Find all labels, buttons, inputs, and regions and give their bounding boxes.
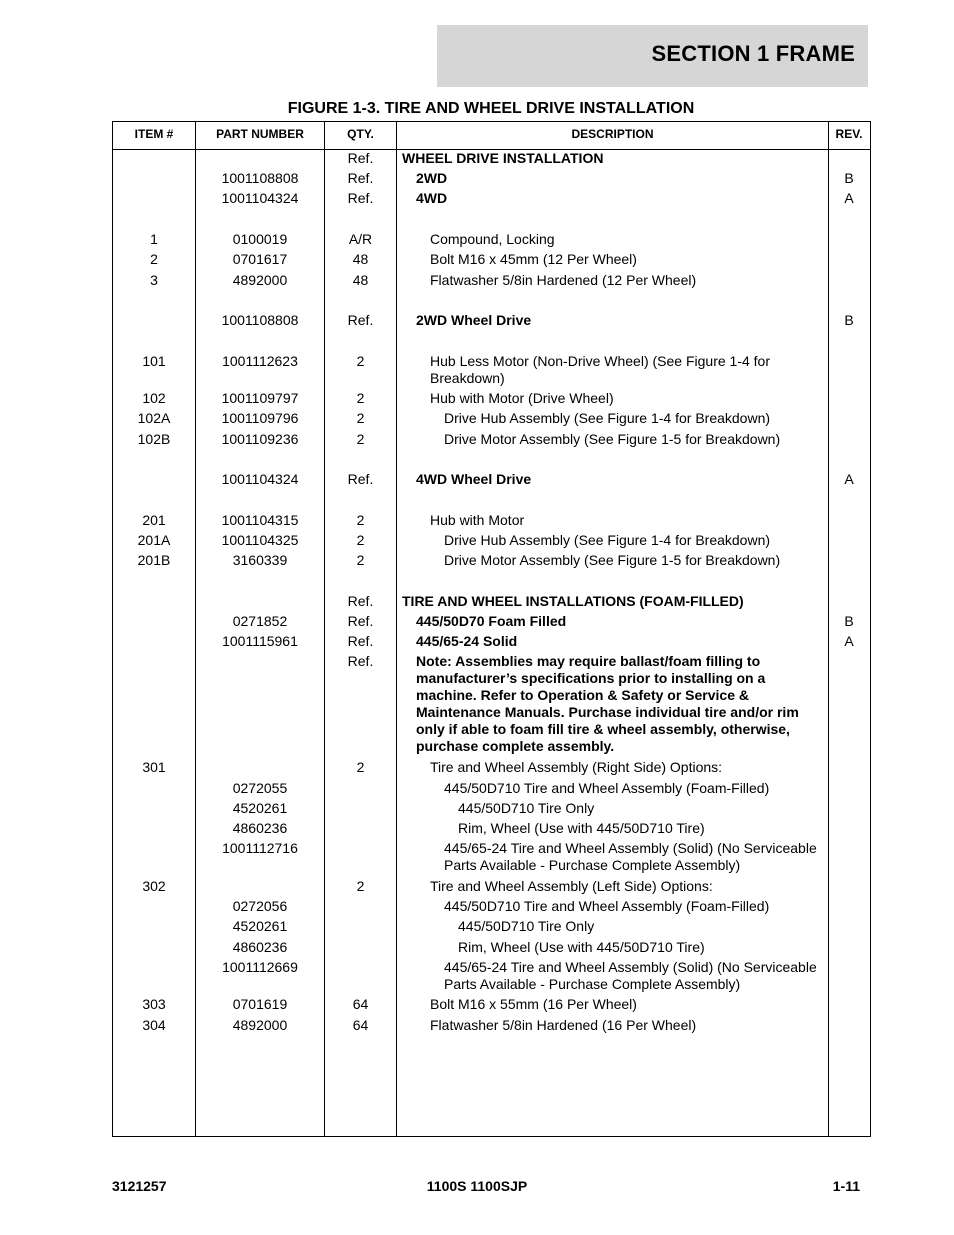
item-number-cell: 201A [137, 532, 171, 548]
quantity-cell: Ref. [347, 633, 374, 649]
description-cell: 445/50D710 Tire Only [458, 800, 595, 816]
quantity-cell: A/R [348, 231, 373, 247]
quantity-cell: Ref. [347, 471, 374, 487]
part-number-cell: 0100019 [232, 231, 288, 247]
description-cell: 2WD Wheel Drive [416, 312, 532, 328]
quantity-cell: 2 [356, 532, 365, 548]
quantity-cell: 2 [356, 512, 365, 528]
part-number-cell: 1001104315 [221, 512, 299, 528]
quantity-cell: 48 [352, 251, 369, 267]
quantity-cell: 64 [352, 1017, 369, 1033]
section-header-box [437, 25, 868, 87]
part-number-cell: 3160339 [232, 552, 288, 568]
part-number-cell: 1001104325 [221, 532, 299, 548]
item-number-cell: 1 [150, 231, 158, 247]
part-number-cell: 1001108808 [221, 312, 299, 328]
part-number-cell: 4520261 [232, 800, 288, 816]
column-header-item: ITEM # [134, 127, 174, 141]
column-divider [396, 122, 397, 1136]
part-number-cell: 4892000 [232, 1017, 288, 1033]
parts-table [112, 121, 871, 1137]
description-cell: 4WD Wheel Drive [416, 471, 532, 487]
column-header-rev: REV. [835, 127, 863, 141]
quantity-cell: 2 [356, 410, 365, 426]
description-cell: Bolt M16 x 45mm (12 Per Wheel) [430, 251, 637, 267]
item-number-cell: 2 [150, 251, 158, 267]
quantity-cell: 64 [352, 996, 369, 1012]
description-cell: 445/50D710 Tire and Wheel Assembly (Foam-Filled) [444, 898, 770, 914]
column-header-description: DESCRIPTION [571, 127, 654, 141]
footer-doc-number: 3121257 [112, 1178, 167, 1194]
item-number-cell: 201 [142, 512, 166, 528]
revision-cell: B [844, 613, 854, 629]
quantity-cell: Ref. [347, 190, 374, 206]
part-number-cell: 1001115961 [222, 633, 298, 649]
part-number-cell: 0701619 [232, 996, 288, 1012]
part-number-cell: 1001104324 [221, 190, 299, 206]
item-number-cell: 101 [142, 353, 166, 369]
column-header-qty: QTY. [347, 127, 374, 141]
revision-cell: A [844, 471, 854, 487]
item-number-cell: 102B [137, 431, 171, 447]
part-number-cell: 4860236 [232, 820, 288, 836]
description-cell: Bolt M16 x 55mm (16 Per Wheel) [430, 996, 637, 1012]
part-number-cell: 4520261 [232, 918, 288, 934]
figure-title: FIGURE 1-3. TIRE AND WHEEL DRIVE INSTALLATION [287, 100, 695, 117]
description-cell: Rim, Wheel (Use with 445/50D710 Tire) [458, 939, 705, 955]
part-number-cell: 4860236 [232, 939, 288, 955]
part-number-cell: 1001109236 [221, 431, 299, 447]
quantity-cell: Ref. [347, 613, 374, 629]
quantity-cell: 2 [356, 552, 365, 568]
revision-cell: A [844, 190, 854, 206]
quantity-cell: 2 [356, 431, 365, 447]
quantity-cell: Ref. [347, 150, 374, 166]
description-cell: Drive Hub Assembly (See Figure 1-4 for Breakdown) [444, 532, 771, 548]
quantity-cell: 2 [356, 759, 365, 775]
revision-cell: A [844, 633, 854, 649]
section-title: SECTION 1 FRAME [651, 41, 855, 66]
description-cell: WHEEL DRIVE INSTALLATION [402, 150, 604, 166]
part-number-cell: 1001104324 [221, 471, 299, 487]
description-cell: Drive Motor Assembly (See Figure 1-5 for Breakdown) [444, 552, 781, 568]
column-header-part-number: PART NUMBER [216, 127, 304, 141]
part-number-cell: 4892000 [232, 272, 288, 288]
item-number-cell: 201B [137, 552, 171, 568]
item-number-cell: 3 [150, 272, 158, 288]
quantity-cell: 2 [356, 878, 365, 894]
part-number-cell: 0701617 [232, 251, 288, 267]
part-number-cell: 1001109796 [221, 410, 299, 426]
quantity-cell: 48 [352, 272, 369, 288]
item-number-cell: 303 [142, 996, 166, 1012]
description-cell: Hub with Motor [430, 512, 525, 528]
description-cell: 445/65-24 Solid [416, 633, 518, 649]
part-number-cell: 1001112669 [222, 959, 298, 975]
part-number-cell: 0272056 [232, 898, 288, 914]
description-cell: 445/50D710 Tire Only [458, 918, 595, 934]
part-number-cell: 1001109797 [221, 390, 299, 406]
description-cell: 4WD [416, 190, 448, 206]
revision-cell: B [844, 312, 854, 328]
quantity-cell: Ref. [347, 312, 374, 328]
description-cell: Rim, Wheel (Use with 445/50D710 Tire) [458, 820, 705, 836]
description-cell: Drive Motor Assembly (See Figure 1-5 for Breakdown) [444, 431, 781, 447]
description-cell: Compound, Locking [430, 231, 555, 247]
quantity-cell: Ref. [347, 653, 374, 669]
description-cell: Drive Hub Assembly (See Figure 1-4 for Breakdown) [444, 410, 771, 426]
quantity-cell: 2 [356, 390, 365, 406]
description-cell: 445/50D710 Tire and Wheel Assembly (Foam-Filled) [444, 780, 770, 796]
footer-page-number: 1-11 [832, 1178, 860, 1194]
description-cell: 445/65-24 Tire and Wheel Assembly (Solid) (No Serviceable Parts Available - Purchase Complete Assembly) [444, 959, 817, 992]
description-cell: TIRE AND WHEEL INSTALLATIONS (FOAM-FILLED) [402, 593, 744, 609]
item-number-cell: 301 [142, 759, 166, 775]
part-number-cell: 1001108808 [221, 170, 299, 186]
description-cell: Tire and Wheel Assembly (Left Side) Options: [430, 878, 713, 894]
description-cell: Hub with Motor (Drive Wheel) [430, 390, 614, 406]
part-number-cell: 0272055 [232, 780, 288, 796]
quantity-cell: 2 [356, 353, 365, 369]
description-cell: 2WD [416, 170, 448, 186]
item-number-cell: 302 [142, 878, 166, 894]
description-cell: Tire and Wheel Assembly (Right Side) Options: [430, 759, 723, 775]
quantity-cell: Ref. [347, 170, 374, 186]
description-cell: 445/65-24 Tire and Wheel Assembly (Solid) (No Serviceable Parts Available - Purchase Complete Assembly) [444, 840, 817, 873]
description-cell: Hub Less Motor (Non-Drive Wheel) (See Figure 1-4 for Breakdown) [430, 353, 771, 386]
item-number-cell: 102 [142, 390, 166, 406]
description-cell: Flatwasher 5/8in Hardened (12 Per Wheel) [430, 272, 697, 288]
part-number-cell: 1001112716 [222, 840, 298, 856]
footer-model: 1100S 1100SJP [426, 1178, 528, 1194]
revision-cell: B [844, 170, 854, 186]
item-number-cell: 102A [137, 410, 171, 426]
item-number-cell: 304 [142, 1017, 166, 1033]
part-number-cell: 1001112623 [222, 353, 298, 369]
quantity-cell: Ref. [347, 593, 374, 609]
part-number-cell: 0271852 [232, 613, 288, 629]
description-cell: 445/50D70 Foam Filled [416, 613, 567, 629]
description-cell: Note: Assemblies may require ballast/foam filling to manufacturer’s specifications prior to installing on a machine. Refer to Operation & Safety or Service & Maintenance Manuals. Purchase individual tire and/or rim only if able to foam fill tire & wheel assembly, otherwise, purchase complete assembly. [416, 653, 799, 754]
description-cell: Flatwasher 5/8in Hardened (16 Per Wheel) [430, 1017, 697, 1033]
